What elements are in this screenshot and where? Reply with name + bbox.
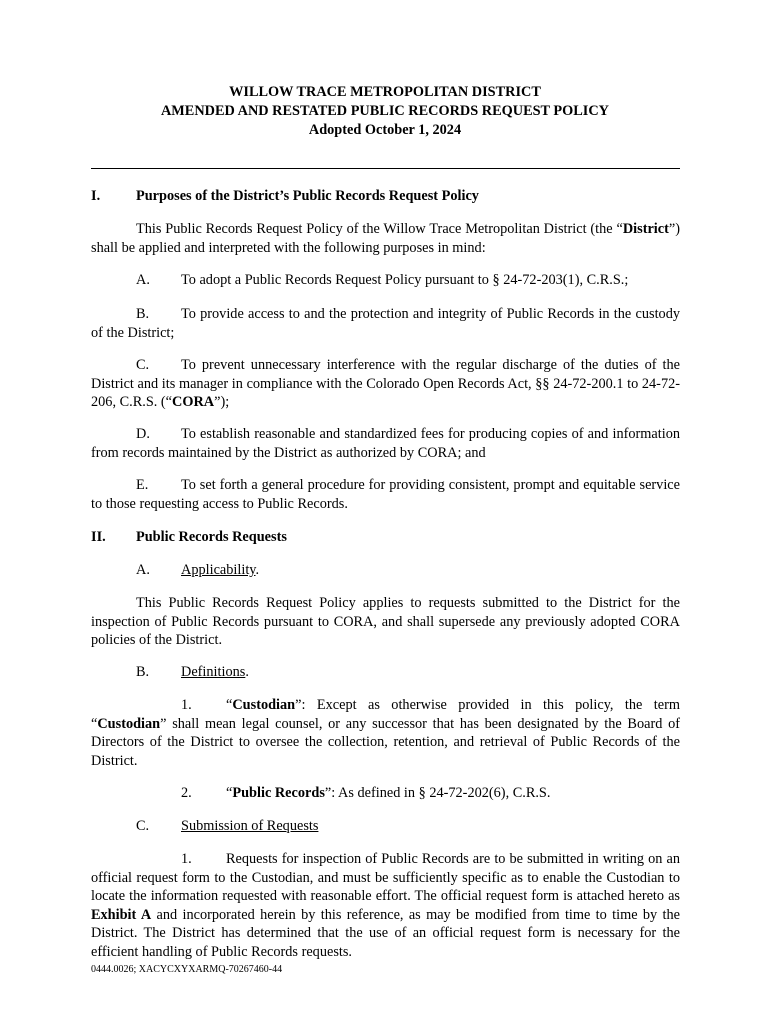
definition-public-records: “Public Records”: As defined in § 24-72-202(6), C.R.S. [226, 785, 551, 801]
item-e: E. To set forth a general procedure for providing consistent, prompt and equitable service to those requesting access to Public Records. [91, 477, 680, 512]
applicability-text: This Public Records Request Policy applies to requests submitted to the District for the inspection of Public Records pursuant to CORA, and shall supersede any previously adopted CORA policies of the District. [91, 595, 680, 648]
section-2-number: II. [91, 529, 106, 545]
subsection-b-title: Definitions. [181, 664, 249, 680]
item-d: D. To establish reasonable and standardized fees for producing copies of and information from records maintained by the District as authorized by CORA; and [91, 426, 680, 461]
header-divider [91, 168, 680, 169]
submission-paragraph: 1. Requests for inspection of Public Records are to be submitted in writing on an official request form to the Custodian, and must be sufficiently specific as to enable the Custodian to locate the information requested with reasonable effort. The official request form is attached hereto as Exhibit A and incorporated herein by this reference, as may be modified from time to time by the District. The District has determined that the use of an official request form is necessary for the efficient handling of Public Records requests. [91, 851, 680, 960]
item-c: C. To prevent unnecessary interference with the regular discharge of the duties of the District and its manager in compliance with the Colorado Open Records Act, §§ 24-72-200.1 to 24-72-206, C.R.S. (“CORA”); [91, 357, 680, 410]
subsection-b-label: B. [136, 664, 150, 680]
item-a-label: A. [136, 272, 150, 288]
adoption-date: Adopted October 1, 2024 [308, 122, 462, 138]
subsection-a-label: A. [136, 562, 150, 578]
item-b: B. To provide access to and the protection and integrity of Public Records in the custody of the District; [91, 306, 680, 341]
section-1-title: Purposes of the District’s Public Records Request Policy [136, 188, 479, 204]
definition-2-number: 2. [181, 785, 192, 801]
document-reference-footer: 0444.0026; XACYCXYXARMQ-70267460-44 [91, 964, 283, 975]
section-1-intro: This Public Records Request Policy of the Willow Trace Metropolitan District (the “District”) shall be applied and interpreted with the following purposes in mind: [91, 221, 680, 256]
subsection-c-title: Submission of Requests [181, 818, 319, 834]
section-1-number: I. [91, 188, 101, 204]
policy-title: AMENDED AND RESTATED PUBLIC RECORDS REQUEST POLICY [160, 103, 610, 119]
item-a-text: To adopt a Public Records Request Policy pursuant to § 24-72-203(1), C.R.S.; [181, 272, 629, 288]
subsection-c-label: C. [136, 818, 150, 834]
section-2-title: Public Records Requests [136, 529, 287, 545]
district-title: WILLOW TRACE METROPOLITAN DISTRICT [229, 84, 541, 100]
definition-custodian: 1. “Custodian”: Except as otherwise provided in this policy, the term “Custodian” shall mean legal counsel, or any successor that has been designated by the Board of Directors of the District to oversee the collection, retention, and retrieval of Public Records of the District. [91, 697, 680, 769]
subsection-a-title: Applicability. [181, 562, 260, 578]
